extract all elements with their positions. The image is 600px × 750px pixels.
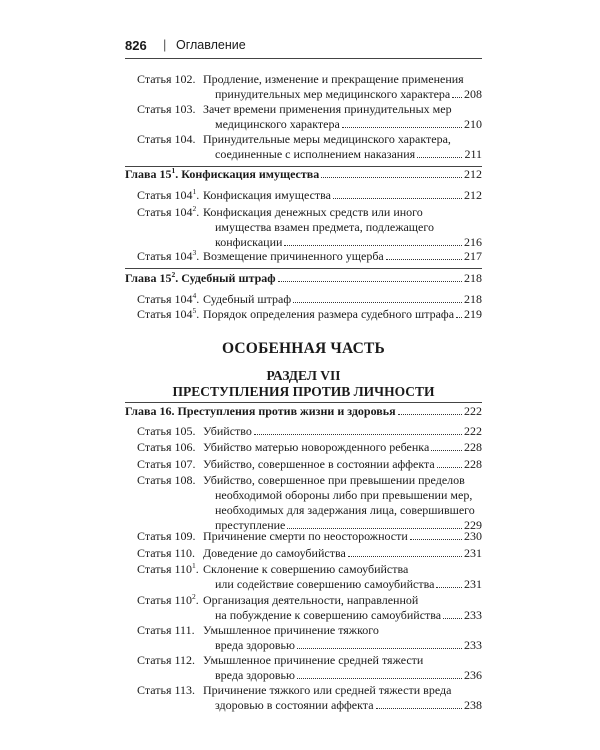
leader-dots <box>348 555 462 557</box>
entry-title-line: на побуждение к совершению самоубийства <box>215 608 442 622</box>
entry-title-line: Доведение до самоубийства <box>203 546 346 560</box>
chapter-title: Глава 15 <box>125 167 172 181</box>
chapter-title: Глава 15 <box>125 271 172 285</box>
section-title: ПРЕСТУПЛЕНИЯ ПРОТИВ ЛИЧНОСТИ <box>172 384 435 399</box>
page-ref: 228 <box>464 457 482 471</box>
article-label: Статья $104^3$. <box>137 248 200 263</box>
page-ref: 222 <box>464 404 482 418</box>
leader-dots <box>456 316 462 318</box>
article-label: Статья 110. <box>137 546 196 560</box>
entry-title-line: вреда здоровью <box>215 638 295 652</box>
entry-title-line: вреда здоровью <box>215 668 295 682</box>
article-label: Статья 102. <box>137 72 196 86</box>
page-ref: 233 <box>464 608 482 622</box>
article-label: Статья 103. <box>137 102 196 116</box>
section-number: РАЗДЕЛ VII <box>266 368 341 383</box>
page-ref: 212 <box>464 167 482 181</box>
article-label: Статья 109. <box>137 529 196 543</box>
leader-dots <box>398 413 462 415</box>
leader-dots <box>293 301 462 303</box>
article-label: Статья $110^1$. <box>137 561 199 576</box>
article-label: Статья $104^1$. <box>137 187 200 202</box>
entry-title-line: Причинение тяжкого или средней тяжести вреда <box>203 683 452 697</box>
page-ref: 216 <box>464 235 482 249</box>
entry-title-line: конфискации <box>215 235 283 249</box>
leader-dots <box>452 96 462 98</box>
toc-chapter-16[interactable] <box>125 404 482 419</box>
page-ref: 228 <box>464 440 482 454</box>
entry-title-line: Умышленное причинение средней тяжести <box>203 653 424 667</box>
leader-dots <box>297 647 462 649</box>
entry-title-line: Продление, изменение и прекращение применения <box>203 72 464 86</box>
article-label: Статья 112. <box>137 653 196 667</box>
entry-title-line: принудительных мер медицинского характера <box>215 87 451 101</box>
page-ref: 212 <box>464 188 482 202</box>
leader-dots <box>437 466 462 468</box>
page-ref: 230 <box>464 529 482 543</box>
entry-title-line: имущества взамен предмета, подлежащего <box>215 220 434 234</box>
page-number: 826 <box>125 38 147 53</box>
divider <box>125 268 482 269</box>
leader-dots <box>284 244 462 246</box>
entry-title-line: Принудительные меры медицинского характера, <box>203 132 451 146</box>
entry-title-line: Конфискация денежных средств или иного <box>203 205 423 219</box>
entry-title-line: Порядок определения размера судебного штрафа <box>203 307 455 321</box>
article-label: Статья 104. <box>137 132 196 146</box>
entry-title-line: Умышленное причинение тяжкого <box>203 623 379 637</box>
special-part-heading: ОСОБЕННАЯ ЧАСТЬ <box>221 340 386 357</box>
entry-title-line: преступление <box>215 518 286 532</box>
entry-title-line: соединенные с исполнением наказания <box>215 147 416 161</box>
leader-dots <box>443 617 462 619</box>
entry-title-line: Причинение смерти по неосторожности <box>203 529 408 543</box>
article-label: Статья 108. <box>137 473 196 487</box>
leader-dots <box>278 280 462 282</box>
page-ref: 233 <box>464 638 482 652</box>
page-ref: 231 <box>464 546 482 560</box>
leader-dots <box>410 538 462 540</box>
page-ref: 238 <box>464 698 482 712</box>
article-label: Статья $104^5$. <box>137 306 200 321</box>
leader-dots <box>386 258 462 260</box>
page-ref: 231 <box>464 577 482 591</box>
page-ref: 218 <box>464 292 482 306</box>
article-label: Статья 106. <box>137 440 196 454</box>
leader-dots <box>321 176 462 178</box>
article-label: Статья $104^4$. <box>137 291 200 306</box>
article-label: Статья 111. <box>137 623 195 637</box>
entry-title-line: Судебный штраф <box>203 292 292 306</box>
page-ref: 218 <box>464 271 482 285</box>
leader-dots <box>376 707 462 709</box>
entry-title-line: Склонение к совершению самоубийства <box>203 562 409 576</box>
chapter-sup: 1 <box>171 166 176 175</box>
entry-title-line: Убийство, совершенное в состоянии аффекта <box>203 457 435 471</box>
leader-dots <box>431 449 462 451</box>
page-ref: 211 <box>464 147 482 161</box>
leader-dots <box>436 586 462 588</box>
article-label: Статья 105. <box>137 424 196 438</box>
chapter-sup: 2 <box>171 270 176 279</box>
entry-title-line: здоровью в состоянии аффекта <box>215 698 374 712</box>
leader-dots <box>254 433 462 435</box>
entry-title-line: медицинского характера <box>215 117 340 131</box>
header-title: Оглавление <box>176 38 246 52</box>
leader-dots <box>333 197 462 199</box>
entry-title-line: Зачет времени применения принудительных мер <box>203 102 452 116</box>
header-separator: | <box>163 37 167 52</box>
page-ref: 219 <box>464 307 482 321</box>
toc-chapter-15-2[interactable] <box>125 271 482 286</box>
entry-title-line: или содействие совершению самоубийства <box>215 577 435 591</box>
toc-chapter-15-1[interactable] <box>125 167 482 182</box>
leader-dots <box>297 677 462 679</box>
page-ref: 222 <box>464 424 482 438</box>
chapter-title-rest: . Конфискация имущества <box>175 167 320 181</box>
entry-title-line: необходимой обороны либо при превышении мер, <box>215 488 473 502</box>
entry-title-line: необходимых для задержания лица, совершившего <box>215 503 475 517</box>
article-label: Статья $104^2$. <box>137 204 200 219</box>
entry-title-line: Возмещение причиненного ущерба <box>203 249 384 263</box>
entry-title-line: Убийство, совершенное при превышении пределов <box>203 473 465 487</box>
chapter-title-rest: . Судебный штраф <box>175 271 276 285</box>
page-ref: 210 <box>464 117 482 131</box>
leader-dots <box>417 156 462 158</box>
page-ref: 217 <box>464 249 482 263</box>
leader-dots <box>342 126 462 128</box>
entry-title-line: Организация деятельности, направленной <box>203 593 419 607</box>
page-ref: 208 <box>464 87 482 101</box>
article-label: Статья 107. <box>137 457 196 471</box>
entry-title-line: Убийство <box>203 424 252 438</box>
entry-title-line: Убийство матерью новорожденного ребенка <box>203 440 430 454</box>
running-header <box>125 38 482 59</box>
divider <box>125 402 482 403</box>
article-label: Статья $110^2$. <box>137 592 199 607</box>
chapter-title: Глава 16. Преступления против жизни и здоровья <box>125 404 396 418</box>
page-ref: 236 <box>464 668 482 682</box>
entry-title-line: Конфискация имущества <box>203 188 331 202</box>
article-label: Статья 113. <box>137 683 196 697</box>
page-ref: 229 <box>464 518 482 532</box>
